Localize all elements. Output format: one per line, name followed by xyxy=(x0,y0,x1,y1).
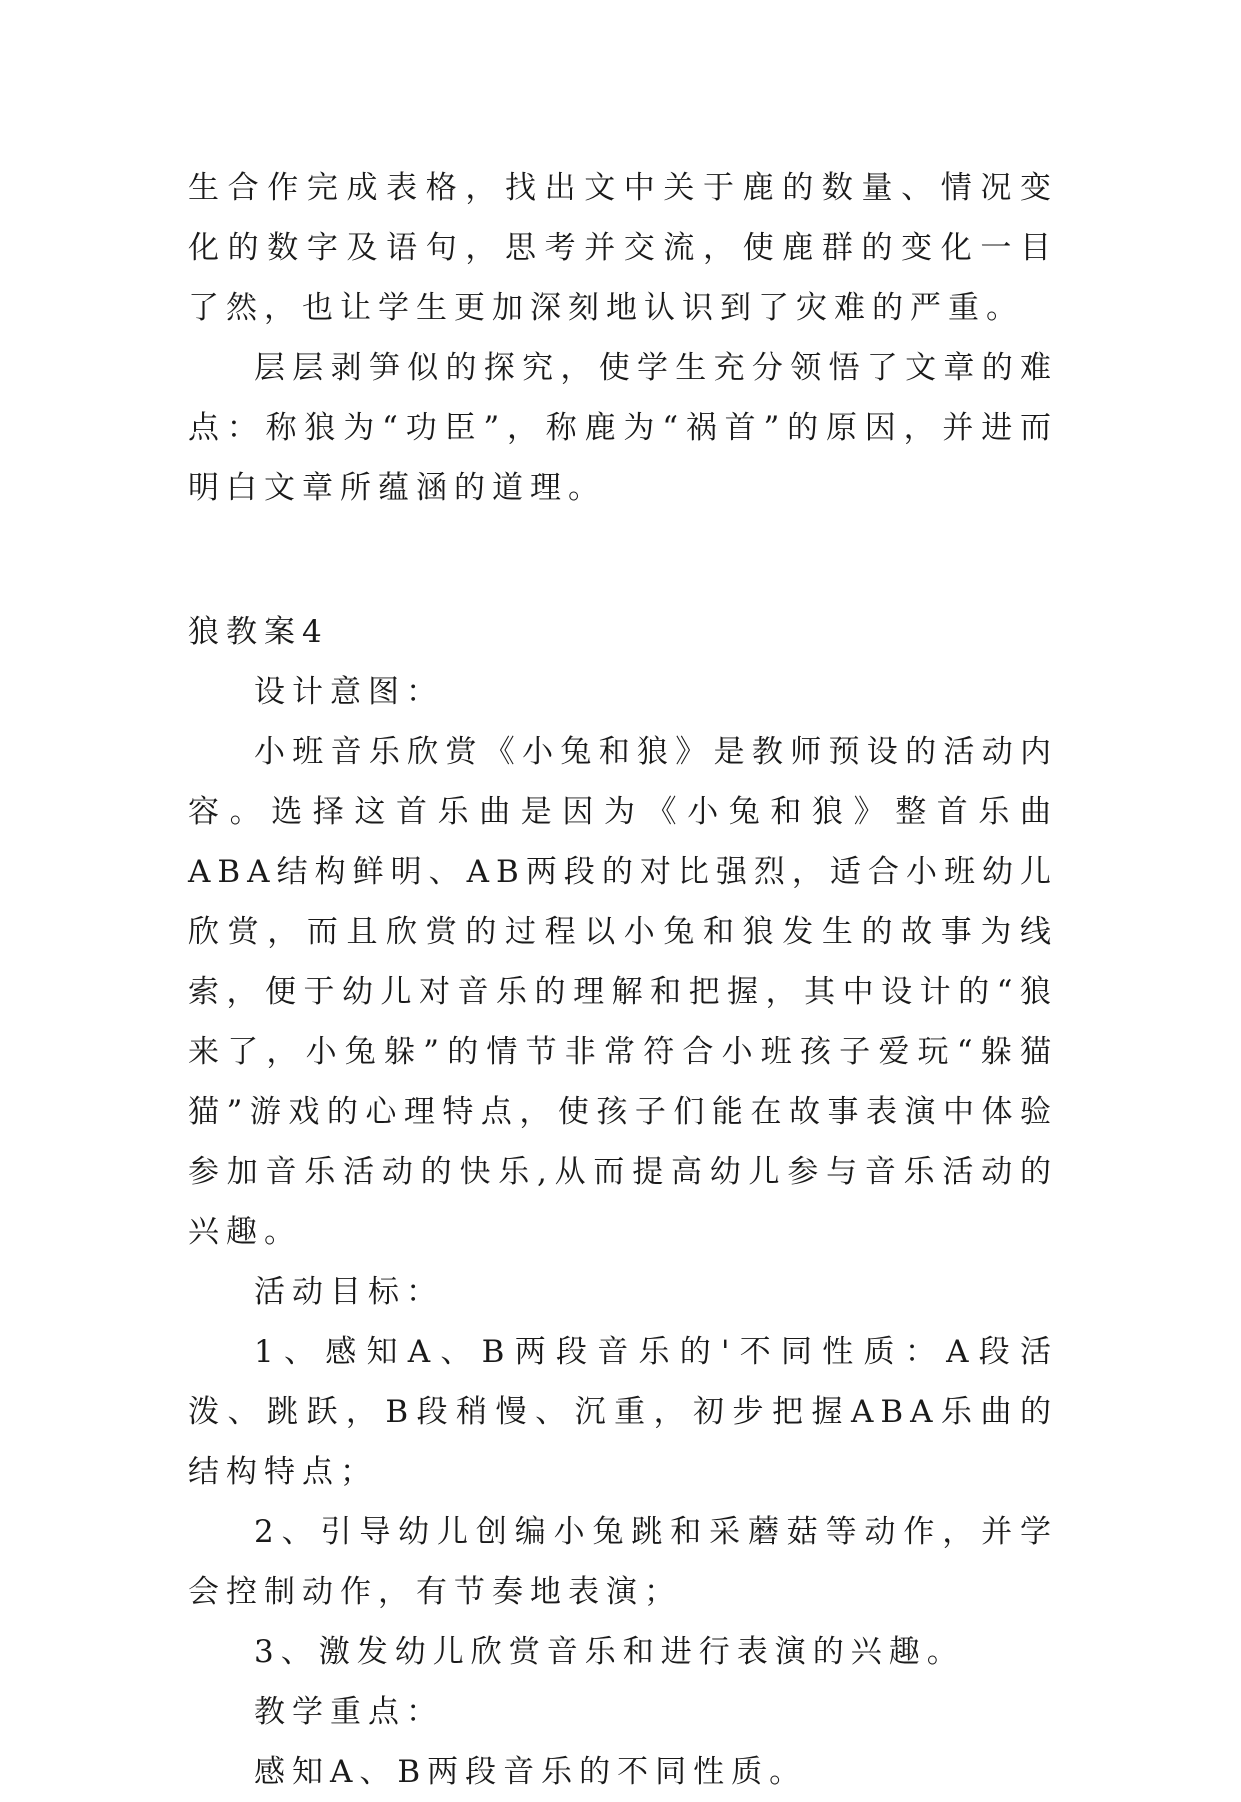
teaching-focus-heading: 教学重点： xyxy=(254,1694,444,1730)
paragraph-conclusion: 层层剥笋似的探究，使学生充分领悟了文章的难点：称狼为“功臣”，称鹿为“祸首”的原因，并进而明白文章所蕴涵的道理。 xyxy=(188,350,1058,506)
teaching-focus-item: 感知A、B两段音乐的不同性质。 xyxy=(254,1754,808,1790)
section-title: 狼教案4 xyxy=(188,614,329,650)
document-body xyxy=(188,158,1058,1802)
goal-item-3: 3、激发幼儿欣赏音乐和进行表演的兴趣。 xyxy=(254,1634,965,1670)
design-intent-paragraph: 小班音乐欣赏《小兔和狼》是教师预设的活动内容。选择这首乐曲是因为《小兔和狼》整首乐曲ABA结构鲜明、AB两段的对比强烈，适合小班幼儿欣赏，而且欣赏的过程以小兔和狼发生的故事为线索，便于幼儿对音乐的理解和把握，其中设计的“狼来了，小兔躲”的情节非常符合小班孩子爱玩“躲猫猫”游戏的心理特点，使孩子们能在故事表演中体验参加音乐活动的快乐,从而提高幼儿参与音乐活动的兴趣。 xyxy=(188,734,1058,1250)
goal-item-1: 1、感知A、B两段音乐的'不同性质：A段活泼、跳跃，B段稍慢、沉重，初步把握ABA乐曲的结构特点； xyxy=(188,1334,1058,1490)
goal-item-2: 2、引导幼儿创编小兔跳和采蘑菇等动作，并学会控制动作，有节奏地表演； xyxy=(188,1514,1058,1610)
design-intent-heading: 设计意图： xyxy=(254,674,444,710)
activity-goals-heading: 活动目标： xyxy=(254,1274,444,1310)
paragraph-continuation: 生合作完成表格，找出文中关于鹿的数量、情况变化的数字及语句，思考并交流，使鹿群的变化一目了然，也让学生更加深刻地认识到了灾难的严重。 xyxy=(188,170,1058,326)
